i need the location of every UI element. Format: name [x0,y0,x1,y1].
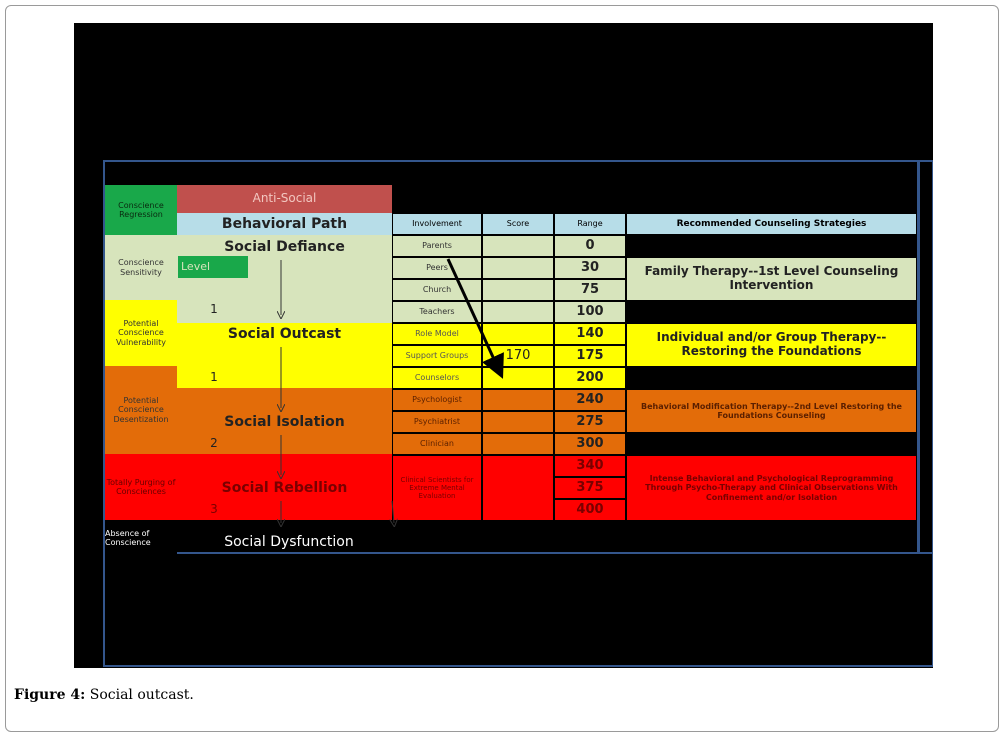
range-cell: 0 [554,235,626,257]
range-cell: 200 [554,367,626,389]
range-cell: 300 [554,433,626,455]
header-range: Range [554,213,626,235]
strategy-intense-reprogramming: Intense Behavioral and Psychological Reprogramming Through Psycho-Therapy and Clinical Observations With Confinement and/or Isolation [626,455,917,521]
stage-purging: Totally Purging of Consciences [105,454,177,520]
involvement-cell: Psychologist [392,389,482,411]
involvement-cell: Peers [392,257,482,279]
step-social-defiance: Social Defiance [224,238,345,255]
anti-social-label: Anti-Social [177,185,392,213]
level-number-1a: 1 [210,302,218,317]
level-number-3: 3 [210,502,218,517]
step-social-isolation: Social Isolation [224,413,345,430]
stage-vulnerability: Potential Conscience Vulnerability [105,300,177,366]
range-cell: 75 [554,279,626,301]
level-number-1b: 1 [210,370,218,385]
header-involvement: Involvement [392,213,482,235]
range-cell: 100 [554,301,626,323]
range-cell: 340 [554,455,626,477]
step-social-dysfunction: Social Dysfunction [224,533,354,550]
stage-regression: Conscience Regression [105,185,177,235]
level-number-2: 2 [210,436,218,451]
range-cell: 30 [554,257,626,279]
score-pointer-arrow [448,259,498,368]
caption-label: Figure 4: [14,687,86,703]
involvement-cell: Psychiatrist [392,411,482,433]
range-cell: 140 [554,323,626,345]
header-strategies: Recommended Counseling Strategies [626,213,917,235]
involvement-cell: Clinician [392,433,482,455]
strategy-group-therapy: Individual and/or Group Therapy--Restoring the Foundations [626,323,917,367]
range-cell: 275 [554,411,626,433]
involvement-cell: Teachers [392,301,482,323]
step-social-outcast: Social Outcast [227,325,342,342]
stage-desentization: Potential Conscience Desentization [105,366,177,454]
figure-caption [14,687,194,703]
score-cell: 170 [482,345,554,367]
stage-sensitivity: Conscience Sensitivity [105,235,177,300]
range-cell: 400 [554,499,626,521]
arrow-table-down [392,501,394,523]
range-cell: 375 [554,477,626,499]
involvement-cell: Clinical Scientists for Extreme Mental Evaluation [392,455,482,521]
range-cell: 175 [554,345,626,367]
involvement-cell: Support Groups [392,345,482,367]
behavioral-path-header: Behavioral Path [177,213,392,235]
diagram-figure [74,23,933,668]
level-label: Level [178,256,248,278]
strategy-family-therapy: Family Therapy--1st Level Counseling Intervention [626,257,917,301]
range-cell: 240 [554,389,626,411]
involvement-cell: Church [392,279,482,301]
stage-absence: Absence of Conscience [105,522,177,554]
step-social-rebellion: Social Rebellion [221,479,348,496]
involvement-cell: Parents [392,235,482,257]
caption-text: Social outcast. [89,687,194,703]
path-arrows [74,23,933,668]
strategy-behavioral-modification: Behavioral Modification Therapy--2nd Level Restoring the Foundations Counseling [626,389,917,433]
involvement-cell: Role Model [392,323,482,345]
involvement-cell: Counselors [392,367,482,389]
header-score: Score [482,213,554,235]
